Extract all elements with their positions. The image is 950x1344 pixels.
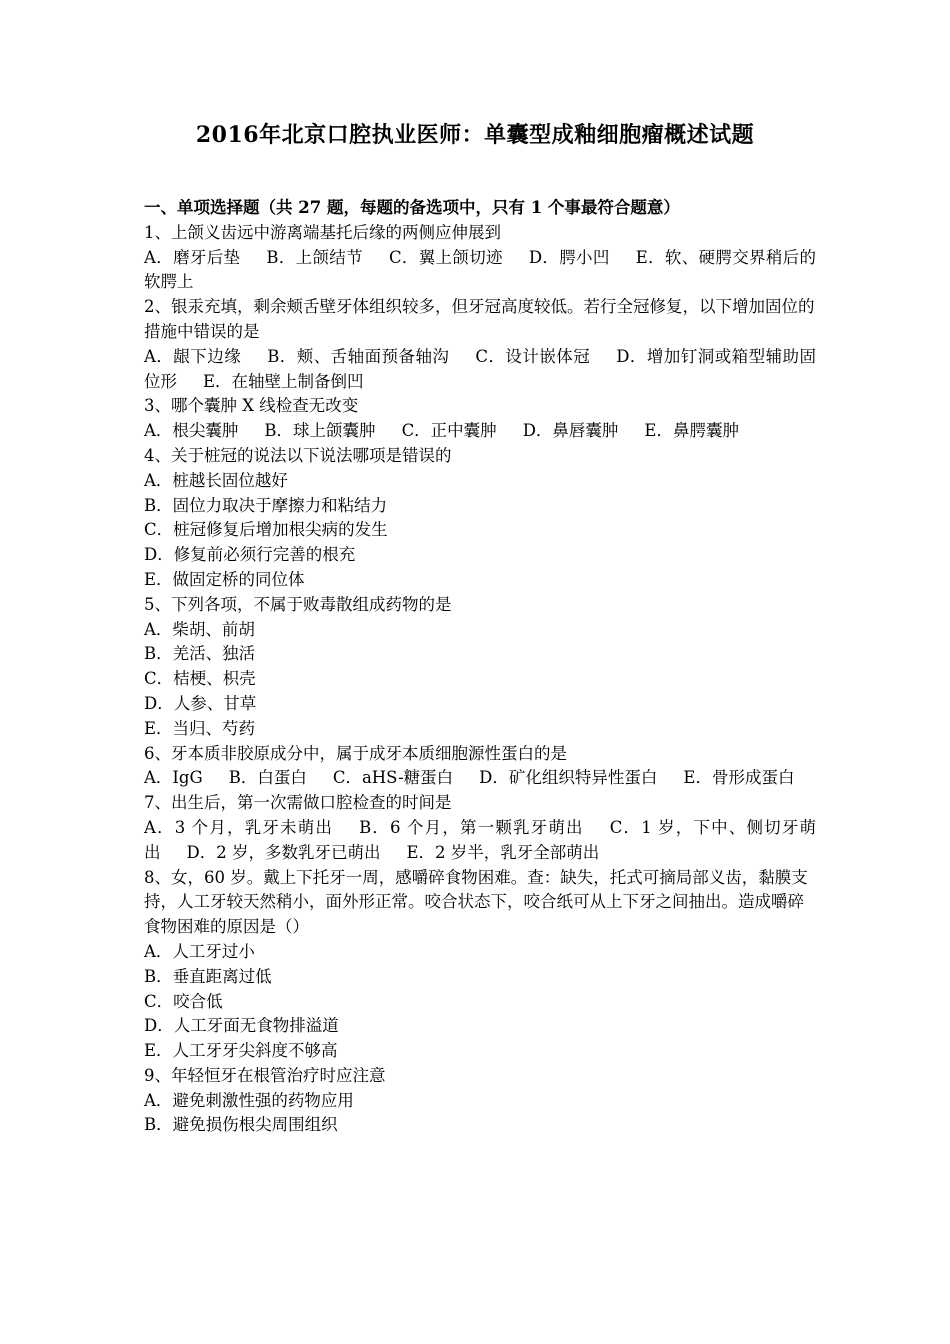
question-options [144,345,816,395]
option-a: A．柴胡、前胡 [144,619,255,639]
question-3 [144,394,816,444]
option-e: E．做固定桥的同位体 [144,569,305,589]
option-b: B．固位力取决于摩擦力和粘结力 [144,495,388,515]
document-title: 2016年北京口腔执业医师：单囊型成釉细胞瘤概述试题 [195,122,755,148]
option-a: A．避免刺激性强的药物应用 [144,1090,354,1110]
option-a: A．3 个月，乳牙未萌出 [144,817,334,837]
option-a: A．根尖囊肿 [144,421,239,441]
option-b: B．垂直距离过低 [144,966,272,986]
question-5 [144,593,816,742]
question-stem: 2、银汞充填，剩余颊舌壁牙体组织较多，但牙冠高度较低。若行全冠修复，以下增加固位的措施中错误的是 [144,297,815,341]
question-8 [144,866,816,1064]
option-d: D．修复前必须行完善的根充 [144,545,356,565]
question-options [144,816,816,866]
option-e: E．软、硬腭交界稍后的软腭上 [144,247,817,292]
option-c: C．1 岁，下中、侧切牙萌出 [144,817,816,862]
option-a: A．人工牙过小 [144,941,255,961]
option-c: C．桩冠修复后增加根尖病的发生 [144,520,388,540]
option-b: B．颊、舌轴面预备轴沟 [267,346,450,366]
option-b: B．白蛋白 [228,768,307,788]
option-e: E．2 岁半，乳牙全部萌出 [406,842,600,862]
option-c: C．咬合低 [144,991,223,1011]
option-e: E．骨形成蛋白 [683,768,795,788]
option-a: A．IgG [144,768,203,788]
option-b: B．避免损伤根尖周围组织 [144,1115,338,1135]
option-d: D．2 岁，多数乳牙已萌出 [186,842,381,862]
option-e: E．当归、芍药 [144,718,256,738]
question-stem: 4、关于桩冠的说法以下说法哪项是错误的 [144,445,452,465]
question-9 [144,1064,816,1138]
option-b: B．6 个月，第一颗乳牙萌出 [359,817,584,837]
option-c: C．设计嵌体冠 [475,346,591,366]
option-d: D．腭小凹 [528,247,610,267]
option-e: E．人工牙牙尖斜度不够高 [144,1041,338,1061]
option-c: C．aHS-糖蛋白 [332,768,454,788]
option-d: D．人参、甘草 [144,693,257,713]
exam-content [144,196,816,1138]
question-1 [144,221,816,295]
option-e: E．在轴壁上制备倒凹 [203,371,364,391]
question-4 [144,444,816,593]
option-b: B．上颌结节 [266,247,363,267]
option-a: A．桩越长固位越好 [144,470,288,490]
option-d: D．增加钉洞或箱型辅助固位形 [144,346,817,391]
option-a: A．磨牙后垫 [144,247,241,267]
question-stem: 3、哪个囊肿 X 线检查无改变 [144,396,359,416]
question-stem: 5、下列各项，不属于败毒散组成药物的是 [144,594,452,614]
question-stem: 9、年轻恒牙在根管治疗时应注意 [144,1065,386,1085]
option-e: E．鼻腭囊肿 [644,421,739,441]
option-c: C．桔梗、枳壳 [144,669,256,689]
question-6 [144,742,816,792]
section-heading: 一、单项选择题（共 27 题，每题的备选项中，只有 1 个事最符合题意） [144,198,680,217]
option-c: C．翼上颌切迹 [388,247,503,267]
option-b: B．球上颌囊肿 [264,421,376,441]
question-options [144,419,816,444]
option-d: D．人工牙面无食物排溢道 [144,1016,339,1036]
option-b: B．羌活、独活 [144,644,256,664]
question-7 [144,791,816,865]
question-stem: 8、女，60 岁。戴上下托牙一周，感嚼碎食物困难。查：缺失，托式可摘局部义齿，黏膜支持，人工牙较天然稍小，面外形正常。咬合状态下，咬合纸可从上下牙之间抽出。造成嚼碎食物困难的原因是（） [144,867,808,937]
option-c: C．正中囊肿 [401,421,497,441]
question-stem: 7、出生后，第一次需做口腔检查的时间是 [144,793,452,813]
question-options [144,246,816,296]
option-d: D．鼻唇囊肿 [522,421,619,441]
option-d: D．矿化组织特异性蛋白 [479,768,658,788]
question-options [144,766,816,791]
question-stem: 6、牙本质非胶原成分中，属于成牙本质细胞源性蛋白的是 [144,743,567,763]
question-stem: 1、上颌义齿远中游离端基托后缘的两侧应伸展到 [144,222,501,242]
question-2 [144,295,816,394]
option-a: A．龈下边缘 [144,346,242,366]
